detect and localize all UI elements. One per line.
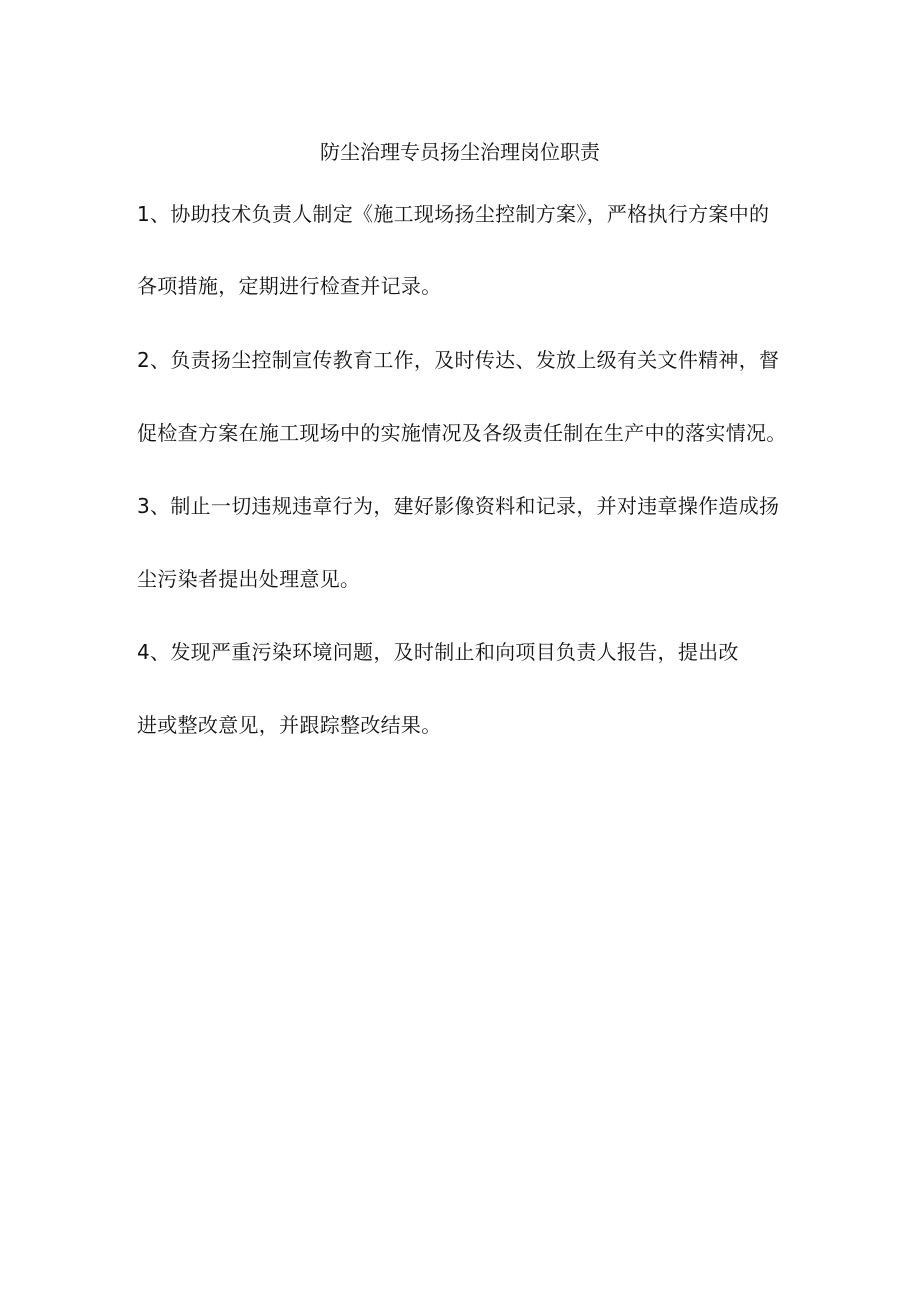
item-1-line-1: 1、协助技术负责人制定《施工现场扬尘控制方案》，严格执行方案中的	[137, 202, 770, 226]
item-1-line-2: 各项措施，定期进行检查并记录。	[137, 274, 442, 298]
item-2-line-2: 促检查方案在施工现场中的实施情况及各级责任制在生产中的落实情况。	[137, 421, 787, 445]
item-2-line-1: 2、负责扬尘控制宣传教育工作，及时传达、发放上级有关文件精神，督	[137, 348, 780, 372]
document-title: 防尘治理专员扬尘治理岗位职责	[320, 140, 600, 164]
item-3-line-1: 3、制止一切违规违章行为，建好影像资料和记录，并对违章操作造成扬	[137, 494, 780, 518]
item-4-line-2: 进或整改意见，并跟踪整改结果。	[137, 713, 442, 737]
item-4-line-1: 4、发现严重污染环境问题，及时制止和向项目负责人报告，提出改	[137, 640, 739, 664]
item-3-line-2: 尘污染者提出处理意见。	[137, 567, 361, 591]
